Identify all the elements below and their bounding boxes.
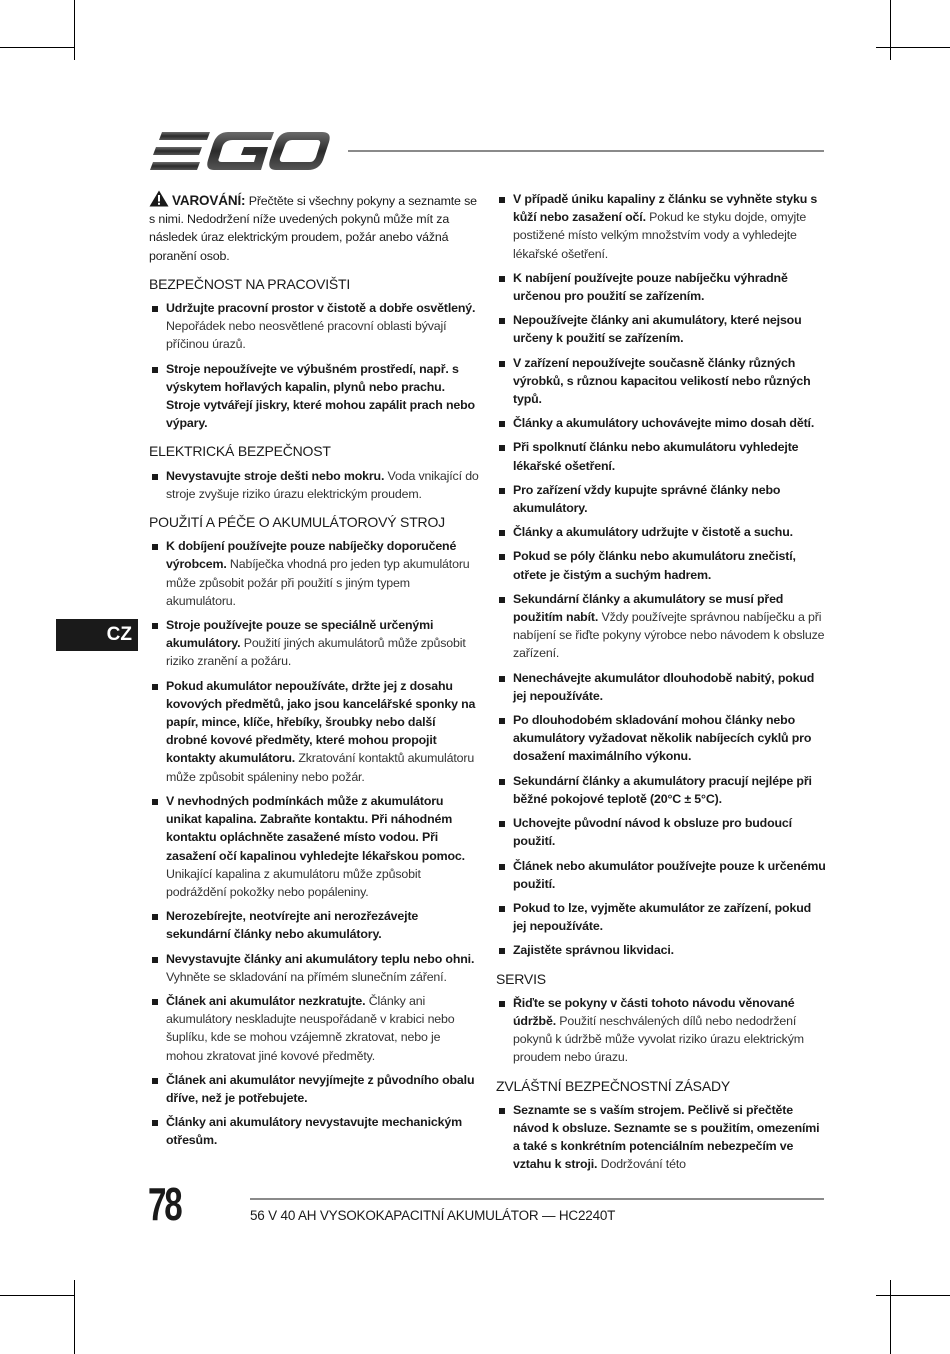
list-item bbox=[496, 590, 826, 663]
crop-mark bbox=[890, 0, 891, 60]
warning-text: Přečtěte si všechny pokyny a seznamte se s nimi. Nedodržení níže uvedených pokynů může mít za následek úraz elektrickým proudem, požár anebo vážná poranění osob. bbox=[149, 194, 477, 263]
list-item bbox=[149, 467, 479, 503]
list-item-bold: Po dlouhodobém skladování mohou články nebo akumulátory vyžadovat několik nabíjecích cyklů pro dosažení maximálního výkonu. bbox=[513, 713, 812, 764]
list-item bbox=[496, 814, 826, 850]
warning-label: VAROVÁNÍ: bbox=[172, 193, 246, 208]
warning-paragraph bbox=[149, 190, 479, 265]
crop-mark bbox=[0, 1295, 74, 1296]
list-item-bold: Nerozebírejte, neotvírejte ani nerozřezávejte sekundární články nebo akumulátory. bbox=[166, 909, 419, 942]
bullet-list bbox=[496, 994, 826, 1067]
right-column bbox=[496, 190, 826, 1180]
list-item-bold: Nepoužívejte články ani akumulátory, které nejsou určeny k použití se zařízením. bbox=[513, 313, 802, 346]
list-item-bold: V zařízení nepoužívejte současně články různých výrobků, s různou kapacitou velikostí nebo různých typů. bbox=[513, 355, 811, 407]
list-item-text: Vyhněte se skladování na přímém slunečním záření. bbox=[166, 969, 447, 984]
list-item-text: Pokud ke styku dojde, omyjte postižené místo velkým množstvím vody a vyhledejte lékařské ošetření. bbox=[513, 210, 807, 261]
list-item bbox=[149, 299, 479, 354]
list-item-bold: Článek nebo akumulátor používejte pouze k určenému použití. bbox=[513, 858, 826, 891]
list-item bbox=[149, 616, 479, 671]
list-item-bold: Pokud se póly článku nebo akumulátoru znečistí, otřete je čistým a suchým hadrem. bbox=[513, 549, 796, 582]
list-item bbox=[496, 899, 826, 935]
bullet-list bbox=[496, 1101, 826, 1174]
section-title: POUŽITÍ A PÉČE O AKUMULÁTOROVÝ STROJ bbox=[149, 514, 445, 531]
list-item bbox=[496, 547, 826, 583]
list-item-bold: K dobíjení používejte pouze nabíječky doporučené výrobcem. bbox=[166, 539, 457, 572]
list-item-bold: Sekundární články a akumulátory pracují nejlépe při běžné pokojové teplotě (20°C ± 5°C). bbox=[513, 773, 812, 806]
list-item-bold: Článek ani akumulátor nezkratujte. bbox=[166, 993, 366, 1008]
crop-mark bbox=[0, 47, 74, 48]
list-item-text: Použití jiných akumulátorů může způsobit riziko zranění a požáru. bbox=[166, 636, 466, 669]
list-item-bold: Při spolknutí článku nebo akumulátoru vyhledejte lékařské ošetření. bbox=[513, 440, 799, 473]
list-item bbox=[496, 481, 826, 517]
list-item-text: Zkratování kontaktů akumulátoru může způsobit spáleniny nebo požár. bbox=[166, 751, 475, 784]
bullet-list bbox=[149, 299, 479, 432]
list-item-text: Vždy používejte správnou nabíječku a při nabíjení se řiďte pokyny výrobce nebo návodem k obsluze zařízení. bbox=[513, 610, 825, 661]
list-item bbox=[496, 523, 826, 541]
list-item bbox=[496, 190, 826, 263]
list-item-bold: Stroje používejte pouze se speciálně určenými akumulátory. bbox=[166, 618, 434, 651]
list-item-bold: Nenechávejte akumulátor dlouhodobě nabitý, pokud jej nepoužíváte. bbox=[513, 670, 815, 703]
list-item bbox=[496, 414, 826, 432]
list-item bbox=[496, 994, 826, 1067]
list-item-bold: Pro zařízení vždy kupujte správné články nebo akumulátory. bbox=[513, 482, 781, 516]
list-item bbox=[496, 354, 826, 409]
crop-mark bbox=[876, 1295, 950, 1296]
list-item bbox=[149, 677, 479, 786]
list-item-bold: Nevystavujte články ani akumulátory teplu nebo ohni. bbox=[166, 951, 475, 966]
list-item-bold: Seznamte se s vaším strojem. Pečlivě si přečtěte návod k obsluze. Seznamte se s použitím, omezeními a také s konkrétním potenciálním nebezpečím ve vztahu k stroji. bbox=[513, 1102, 820, 1172]
list-item-text: Dodržování této bbox=[597, 1157, 686, 1172]
crop-mark bbox=[876, 47, 950, 48]
list-item bbox=[149, 992, 479, 1065]
list-item bbox=[496, 772, 826, 808]
header-rule bbox=[348, 150, 824, 152]
crop-mark bbox=[74, 1280, 75, 1354]
list-item bbox=[496, 711, 826, 766]
list-item bbox=[496, 941, 826, 959]
list-item-bold: V případě úniku kapaliny z článku se vyhněte styku s kůží nebo zasažení očí. bbox=[513, 192, 818, 225]
list-item-bold: Články a akumulátory uchovávejte mimo dosah dětí. bbox=[513, 416, 815, 431]
list-item bbox=[496, 269, 826, 305]
list-item bbox=[496, 669, 826, 705]
language-tab: CZ bbox=[56, 619, 138, 651]
section-title: SERVIS bbox=[496, 970, 546, 987]
list-item-bold: Udržujte pracovní prostor v čistotě a dobře osvětlený. bbox=[166, 301, 476, 316]
list-item bbox=[149, 907, 479, 943]
section-title: BEZPEČNOST NA PRACOVIŠTI bbox=[149, 275, 351, 292]
list-item-bold: Uchovejte původní návod k obsluze pro budoucí použití. bbox=[513, 816, 792, 849]
bullet-list bbox=[149, 537, 479, 1149]
list-item bbox=[496, 311, 826, 347]
crop-mark bbox=[74, 0, 75, 60]
list-item-text: Unikající kapalina z akumulátoru může způsobit podráždění pokožky nebo popáleniny. bbox=[166, 866, 421, 899]
page-number: 78 bbox=[148, 1178, 181, 1230]
list-item-bold: Stroje nepoužívejte ve výbušném prostředí, např. s výskytem hořlavých kapalin, plynů nebo prachu. Stroje vytvářejí jiskry, které mohou zapálit prach nebo výpary. bbox=[166, 361, 475, 431]
list-item-bold: Zajistěte správnou likvidaci. bbox=[513, 943, 674, 958]
ego-logo bbox=[150, 130, 330, 172]
list-item-bold: K nabíjení používejte pouze nabíječku výhradně určenou pro použití se zařízením. bbox=[513, 270, 788, 304]
list-item bbox=[149, 950, 479, 986]
list-item bbox=[496, 1101, 826, 1174]
list-item-bold: Články ani akumulátory nevystavujte mechanickým otřesům. bbox=[166, 1115, 462, 1148]
list-item-bold: Nevystavujte stroje dešti nebo mokru. bbox=[166, 468, 385, 483]
section-title: ELEKTRICKÁ BEZPEČNOST bbox=[149, 443, 331, 460]
list-item bbox=[149, 1071, 479, 1107]
list-item-bold: V nevhodných podmínkách může z akumulátoru unikat kapalina. Zabraňte kontaktu. Při náhodném kontaktu opláchněte zasažené místo vodou. Při zasažení očí kapalinou vyhledejte lékařskou pomoc. bbox=[166, 793, 465, 863]
footer-text: 56 V 40 AH VYSOKOKAPACITNÍ AKUMULÁTOR — HC2240T bbox=[250, 1208, 616, 1223]
list-item-bold: Články a akumulátory udržujte v čistotě a suchu. bbox=[513, 525, 793, 540]
list-item bbox=[149, 360, 479, 433]
list-item-bold: Článek ani akumulátor nevyjímejte z původního obalu dříve, než je potřebujete. bbox=[166, 1072, 475, 1105]
section-title: ZVLÁŠTNÍ BEZPEČNOSTNÍ ZÁSADY bbox=[496, 1077, 730, 1094]
list-item-bold: Pokud akumulátor nepoužíváte, držte jej z dosahu kovových předmětů, jako jsou kancelářské sponky na papír, mince, klíče, hřebíky, šroubky nebo další drobné kovové předměty, které mohou propojit kontakty akumulátoru. bbox=[166, 678, 476, 766]
list-item-text: Voda vnikající do stroje zvyšuje riziko úrazu elektrickým proudem. bbox=[166, 468, 479, 501]
crop-mark bbox=[890, 1280, 891, 1354]
bullet-list bbox=[149, 467, 479, 503]
list-item-bold: Sekundární články a akumulátory se musí před použitím nabít. bbox=[513, 591, 784, 625]
warning-triangle-icon bbox=[149, 190, 169, 207]
list-item-text: Nepořádek nebo neosvětlené pracovní oblasti bývají příčinou úrazů. bbox=[166, 319, 447, 352]
list-item bbox=[149, 792, 479, 901]
list-item bbox=[496, 857, 826, 893]
footer-rule bbox=[250, 1198, 824, 1200]
list-item-bold: Řiďte se pokyny v části tohoto návodu věnované údržbě. bbox=[513, 995, 795, 1028]
list-item-bold: Pokud to lze, vyjměte akumulátor ze zařízení, pokud jej nepoužíváte. bbox=[513, 900, 812, 934]
list-item bbox=[496, 438, 826, 474]
list-item-text: Nabíječka vhodná pro jeden typ akumulátoru může způsobit požár při použití s jiným typem akumulátoru. bbox=[166, 557, 470, 608]
list-item bbox=[149, 1113, 479, 1149]
left-column bbox=[149, 190, 479, 1156]
list-item-text: Články ani akumulátory neskladujte neuspořádaně v krabici nebo šuplíku, kde se mohou vzájemně zkratovat, nebo je mohou zkratovat jiné kovové předměty. bbox=[166, 993, 455, 1063]
list-item bbox=[149, 537, 479, 610]
bullet-list bbox=[496, 190, 826, 960]
list-item-text: Použití neschválených dílů nebo nedodržení pokynů k údržbě může vyvolat riziko úrazu elektrickým proudem nebo úrazu. bbox=[513, 1013, 804, 1065]
